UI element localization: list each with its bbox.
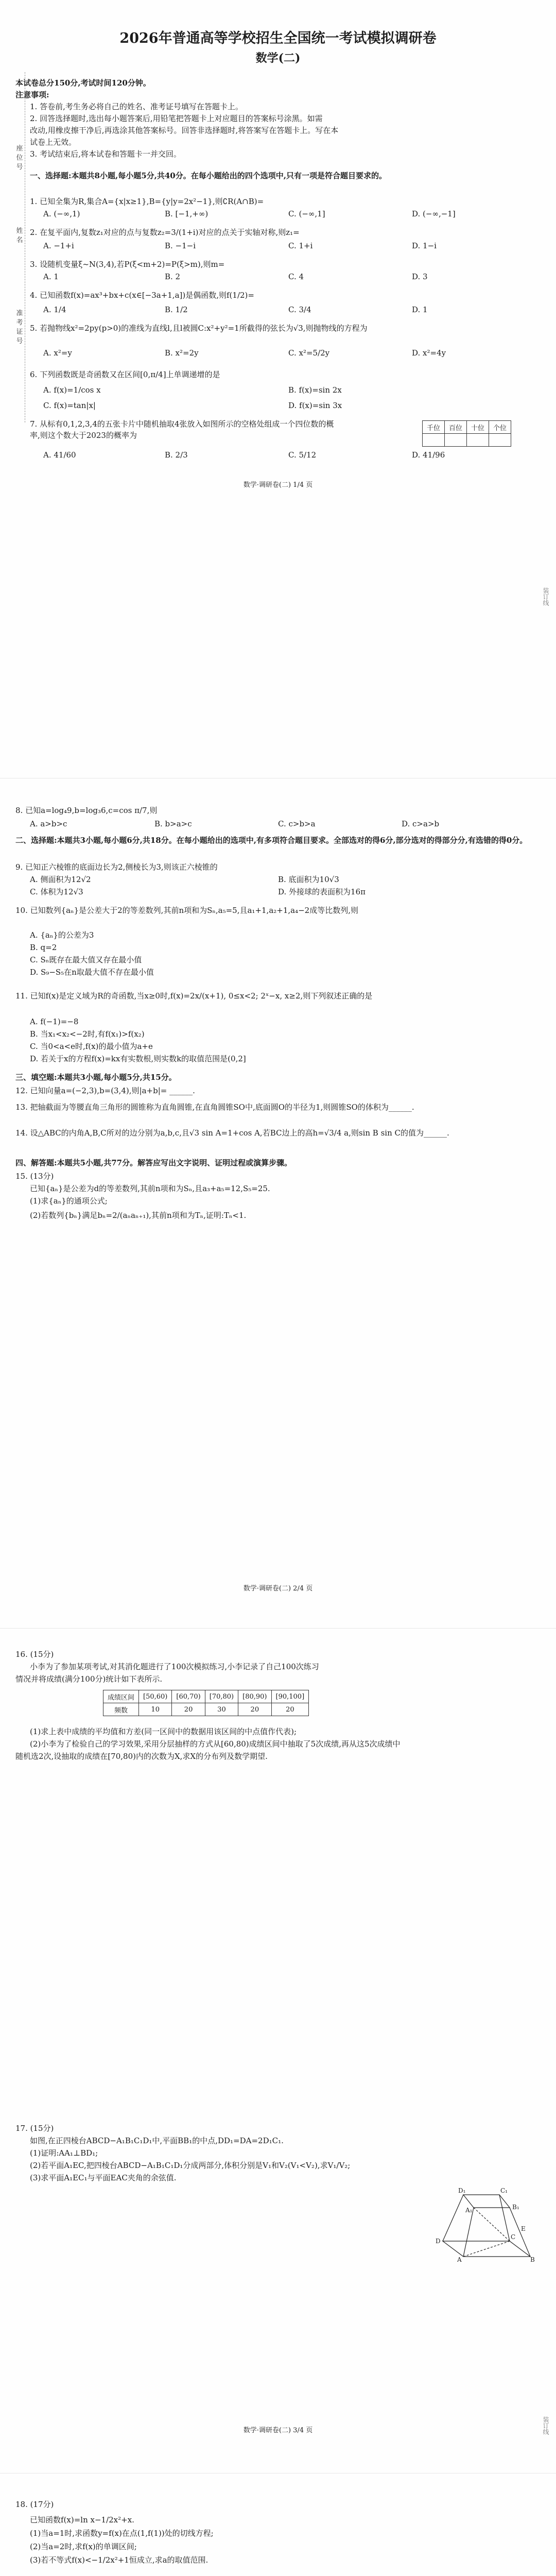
score-frequency-table — [103, 1690, 309, 1716]
edge-dd1 — [443, 2195, 463, 2241]
q16-line-1: 小李为了参加某项考试,对其消化题进行了100次模拟练习,小李记录了自己100次练习 — [30, 1662, 319, 1671]
q10-option-b: B. q=2 — [30, 943, 57, 952]
q3-stem: 3. 设随机变量ξ~N(3,4),若P(ξ<m+2)=P(ξ>m),则m= — [30, 260, 225, 269]
q1-option-a: A. (−∞,1) — [43, 209, 80, 218]
side-mark-2: 装订线 — [542, 2416, 549, 2435]
q1-option-d: D. (−∞,−1] — [412, 209, 456, 218]
q8-option-b: B. b>a>c — [154, 819, 192, 828]
q8-stem: 8. 已知a=log₄9,b=log₃6,c=cos π/7,则 — [15, 806, 158, 815]
q10-stem: 10. 已知数列{aₙ}是公差大于2的等差数列,其前n项和为Sₙ,a₅=5,且a₁+1,a₂+1,a₄−2成等比数列,则 — [15, 906, 358, 915]
section-3-heading: 三、填空题:本题共3小题,每小题5分,共15分。 — [15, 1073, 177, 1082]
q7-option-c: C. 5/12 — [288, 450, 317, 460]
q17-head: 17. (15分) — [15, 2124, 54, 2133]
table-header-cell: [70,80) — [205, 1690, 238, 1703]
q11-option-d: D. 若关于x的方程f(x)=kx有实数根,则实数k的取值范围是(0,2] — [30, 1054, 246, 1063]
q8-option-c: C. c>b>a — [278, 819, 316, 828]
fig-label-d1: D₁ — [458, 2187, 466, 2194]
fig-label-e: E — [521, 2225, 526, 2232]
q2-option-d: D. 1−i — [412, 241, 437, 250]
q10-option-c: C. Sₙ既存在最大值又存在最小值 — [30, 955, 142, 964]
exam-info: 本试卷总分150分,考试时间120分钟。 — [15, 78, 151, 88]
q9-option-c: C. 体积为12√3 — [30, 887, 83, 896]
q11-option-c: C. 当0<a<e时,f(x)的最小值为a+e — [30, 1042, 153, 1051]
page-divider-2 — [0, 1628, 556, 1629]
side-mark-1: 装订线 — [542, 587, 549, 606]
q3-option-b: B. 2 — [165, 272, 181, 281]
blank-cell — [489, 434, 511, 447]
table-cell: 20 — [172, 1703, 205, 1716]
q8-option-a: A. a>b>c — [30, 819, 67, 828]
fig-label-a1: A₁ — [465, 2207, 473, 2214]
fig-label-b: B — [530, 2256, 535, 2262]
page1-footer: 数学·调研卷(二) 1/4 页 — [243, 481, 313, 489]
edge-aa1 — [463, 2208, 474, 2257]
binding-name: 姓名 — [16, 227, 23, 244]
section-line — [474, 2208, 510, 2241]
q6-option-a: A. f(x)=1/cos x — [43, 385, 101, 395]
table-cell: 20 — [238, 1703, 271, 1716]
q4-stem: 4. 已知函数f(x)=ax³+bx+c(x∈[−3a+1,a])是偶函数,则f(1/2)= — [30, 291, 254, 300]
table-header-cell: 成绩区间 — [103, 1690, 139, 1703]
bottom-face — [443, 2241, 530, 2257]
q15-head: 15. (13分) — [15, 1172, 54, 1181]
q17-line-1: 如图,在正四棱台ABCD−A₁B₁C₁D₁中,平面BB₁的中点,DD₁=DA=2D₁C₁. — [30, 2136, 284, 2145]
q2-stem: 2. 在复平面内,复数z₁对应的点与复数z₂=3/(1+i)对应的点关于实轴对称,则z₁= — [30, 228, 300, 237]
q10-option-a: A. {aₙ}的公差为3 — [30, 930, 94, 940]
edge-cc1 — [499, 2195, 510, 2241]
fig-label-d: D — [436, 2238, 441, 2245]
q2-option-c: C. 1+i — [288, 241, 313, 250]
q11-stem: 11. 已知f(x)是定义域为R的奇函数,当x≥0时,f(x)=2x/(x+1), 0≤x<2; 2ˣ−x, x≥2,则下列叙述正确的是 — [15, 991, 373, 1001]
q16-part-1: (1)求上表中成绩的平均值和方差(同一区间中的数据用该区间的中点值作代表); — [30, 1727, 297, 1736]
q9-option-d: D. 外接球的表面积为16π — [278, 887, 366, 896]
q13: 13. 把轴截面为等腰直角三角形的圆锥称为直角圆锥,在直角圆锥SO中,底面圆O的半径为1,则圆锥SO的体积为______. — [15, 1103, 414, 1112]
q12: 12. 已知向量a=(−2,3),b=(3,4),则|a+b|= ______. — [15, 1086, 195, 1095]
q10-option-d: D. S₉−S₅在n取最大值不存在最小值 — [30, 968, 154, 977]
q16-part-2: (2)小李为了检验自己的学习效果,采用分层抽样的方式从[60,80)成绩区间中抽取了5次成绩,再从这5次成绩中 — [30, 1739, 401, 1749]
q4-option-c: C. 3/4 — [288, 305, 311, 314]
q2-option-a: A. −1+i — [43, 241, 74, 250]
binding-ticket: 准考证号 — [16, 310, 23, 345]
q5-option-c: C. x²=5/2y — [288, 348, 330, 358]
table-cell: 30 — [205, 1703, 238, 1716]
note-2: 2. 回答选择题时,选出每小题答案后,用铅笔把答题卡上对应题目的答案标号涂黑。如需 — [30, 114, 323, 123]
top-face — [463, 2195, 510, 2208]
q14: 14. 设△ABC的内角A,B,C所对的边分别为a,b,c,且√3 sin A=1+cos A,若BC边上的高h=√3/4 a,则sin B sin C的值为______. — [15, 1128, 449, 1138]
table-header-cell: [80,90) — [238, 1690, 271, 1703]
q4-option-a: A. 1/4 — [43, 305, 66, 314]
note-3: 3. 考试结束后,将本试卷和答题卡一并交回。 — [30, 149, 181, 159]
q18-line-3: (2)当a=2时,求f(x)的单调区间; — [30, 2542, 137, 2551]
table-row — [103, 1690, 309, 1703]
note-2c: 试卷上无效。 — [30, 138, 77, 147]
q5-option-b: B. x²=2y — [165, 348, 199, 358]
page-subtitle: 数学(二) — [255, 52, 301, 65]
blank-cell — [423, 434, 445, 447]
diag-line — [463, 2241, 510, 2257]
q16-head: 16. (15分) — [15, 1650, 54, 1659]
q1-option-b: B. [−1,+∞) — [165, 209, 208, 218]
q9-option-b: B. 底面积为10√3 — [278, 875, 339, 884]
table-cell: 20 — [271, 1703, 309, 1716]
place-ones: 个位 — [489, 421, 511, 434]
blank-cell — [467, 434, 489, 447]
q2-option-b: B. −1−i — [165, 241, 196, 250]
q6-option-d: D. f(x)=sin 3x — [288, 401, 342, 410]
fig-label-a: A — [457, 2256, 462, 2262]
q4-option-d: D. 1 — [412, 305, 428, 314]
q5-stem: 5. 若抛物线x²=2py(p>0)的准线为直线l,且l被圆C:x²+y²=1所截得的弦长为√3,则抛物线的方程为 — [30, 324, 368, 333]
table-header-cell: [90,100] — [271, 1690, 309, 1703]
q6-option-c: C. f(x)=tan|x| — [43, 401, 96, 410]
q11-option-b: B. 当x₁<x₂<−2时,有f(x₁)>f(x₂) — [30, 1029, 145, 1039]
note-2b: 改动,用橡皮擦干净后,再选涂其他答案标号。回答非选择题时,将答案写在答题卡上。写在本 — [30, 126, 339, 135]
q16-part-2b: 随机选2次,设抽取的成绩在[70,80)内的次数为X,求X的分布列及数学期望. — [15, 1752, 268, 1761]
place-thousands: 千位 — [423, 421, 445, 434]
table-row — [103, 1703, 309, 1716]
table-header-cell: [60,70) — [172, 1690, 205, 1703]
fig-label-c1: C₁ — [500, 2187, 508, 2194]
q17-line-2: (1)证明:AA₁⊥BD₁; — [30, 2148, 98, 2158]
place-tens: 十位 — [467, 421, 489, 434]
q7-option-d: D. 41/96 — [412, 450, 445, 460]
q11-option-a: A. f(−1)=−8 — [30, 1017, 79, 1026]
q3-option-a: A. 1 — [43, 272, 59, 281]
place-hundreds: 百位 — [445, 421, 467, 434]
table-cell: 频数 — [103, 1703, 139, 1716]
table-cell: 10 — [139, 1703, 172, 1716]
fig-label-b1: B₁ — [512, 2204, 519, 2211]
section-2-heading: 二、选择题:本题共3小题,每小题6分,共18分。在每小题给出的选项中,有多项符合题目要求。全部选对的得6分,部分选对的得部分分,有选错的得0分。 — [15, 836, 528, 845]
blank-cell — [445, 434, 467, 447]
frustum-figure — [432, 2179, 535, 2262]
q15-line-2: (1)求{aₙ}的通项公式; — [30, 1196, 108, 1206]
q17-line-4: (3)求平面A₁EC₁与平面EAC夹角的余弦值. — [30, 2173, 177, 2182]
q3-option-d: D. 3 — [412, 272, 428, 281]
q5-option-a: A. x²=y — [43, 348, 72, 358]
notes-header: 注意事项: — [15, 90, 49, 99]
table-header-cell: [50,60) — [139, 1690, 172, 1703]
q1-stem: 1. 已知全集为R,集合A={x|x≥1},B={y|y=2x²−1},则∁R(A∩B)= — [30, 197, 264, 206]
page-title: 2026年普通高等学校招生全国统一考试模拟调研卷 — [119, 30, 437, 46]
q9-option-a: A. 侧面积为12√2 — [30, 875, 91, 884]
fig-label-c: C — [511, 2233, 516, 2241]
q6-option-b: B. f(x)=sin 2x — [288, 385, 342, 395]
q18-line-4: (3)若不等式f(x)<−1/2x²+1恒成立,求a的取值范围. — [30, 2555, 208, 2565]
q1-option-c: C. (−∞,1] — [288, 209, 325, 218]
q4-option-b: B. 1/2 — [165, 305, 188, 314]
q18-line-1: 已知函数f(x)=ln x−1/2x²+x. — [30, 2515, 134, 2524]
section-1-heading: 一、选择题:本题共8小题,每小题5分,共40分。在每小题给出的四个选项中,只有一项是符合题目要求的。 — [30, 171, 387, 180]
q8-option-d: D. c>a>b — [402, 819, 440, 828]
q7-option-b: B. 2/3 — [165, 450, 188, 460]
page2-footer: 数学·调研卷(二) 2/4 页 — [243, 1585, 313, 1592]
q7-stem: 7. 从标有0,1,2,3,4的五张卡片中随机抽取4张放入如图所示的空格处组成一个四位数的概率,则这个数大于2023的概率为 — [30, 419, 334, 440]
q6-stem: 6. 下列函数既是奇函数又在区间[0,π/4]上单调递增的是 — [30, 370, 220, 379]
page3-footer: 数学·调研卷(二) 3/4 页 — [243, 2427, 313, 2434]
q17-line-3: (2)若平面A₁EC,把四棱台ABCD−A₁B₁C₁D₁分成两部分,体积分别是V₁和V₂(V₁<V₂),求V₁/V₂; — [30, 2161, 351, 2170]
binding-margin — [0, 72, 31, 422]
q15-line-1: 已知{aₙ}是公差为d的等差数列,其前n项和为Sₙ,且a₃+a₅=12,S₅=25. — [30, 1184, 270, 1193]
q5-option-d: D. x²=4y — [412, 348, 446, 358]
q16-line-2: 情况并将成绩(满分100分)统计如下表所示. — [15, 1674, 163, 1684]
q9-stem: 9. 已知正六棱锥的底面边长为2,侧棱长为3,则该正六棱锥的 — [15, 862, 218, 872]
note-1: 1. 答卷前,考生务必将自己的姓名、准考证号填写在答题卡上。 — [30, 102, 243, 111]
section-4-heading: 四、解答题:本题共5小题,共77分。解答应写出文字说明、证明过程或演算步骤。 — [15, 1158, 292, 1167]
binding-seat: 座位号 — [16, 145, 23, 171]
q3-option-c: C. 4 — [288, 272, 304, 281]
q15-line-3: (2)若数列{bₙ}满足bₙ=2/(aₙaₙ₊₁),其前n项和为Tₙ,证明:Tₙ<1. — [30, 1211, 247, 1220]
digit-place-table — [422, 420, 511, 447]
q18-line-2: (1)当a=1时,求函数y=f(x)在点(1,f(1))处的切线方程; — [30, 2529, 214, 2538]
q18-head: 18. (17分) — [15, 2500, 54, 2509]
q7-option-a: A. 41/60 — [43, 450, 76, 460]
